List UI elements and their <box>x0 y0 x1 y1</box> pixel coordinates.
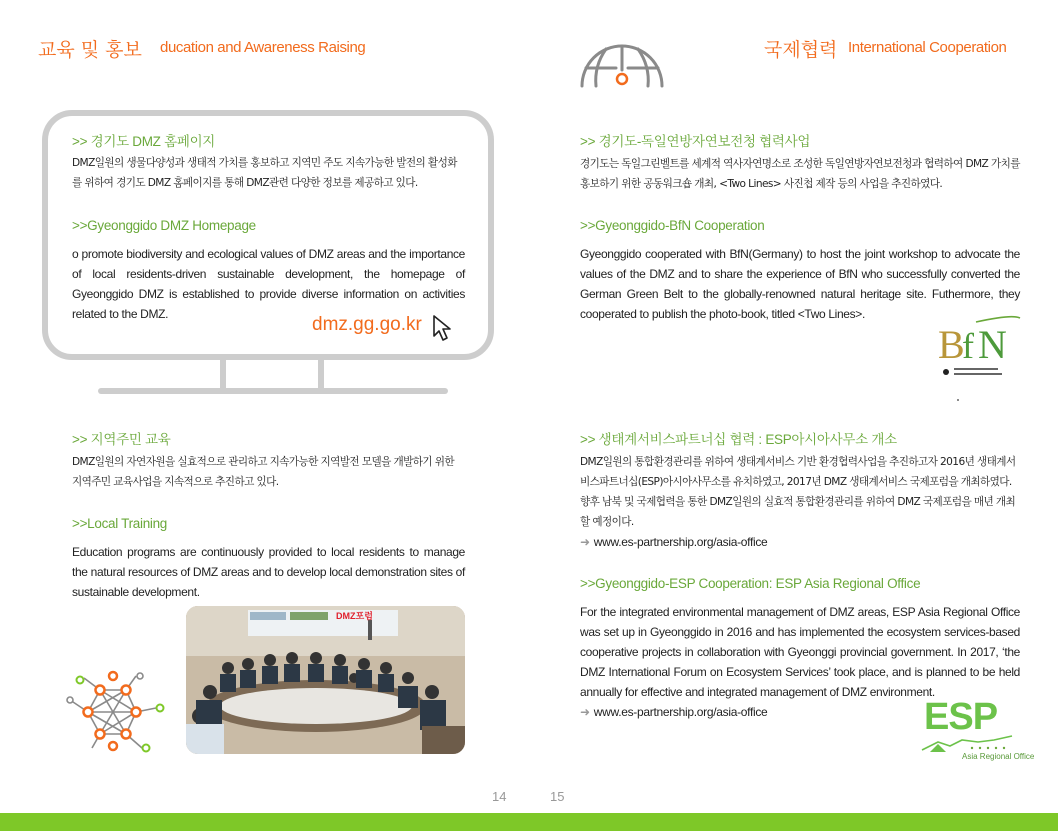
homepage-heading-en: >>Gyeonggido DMZ Homepage <box>72 218 256 233</box>
training-heading-kr: >> 지역주민 교육 <box>72 432 171 447</box>
left-header-kr: 교육 및 홍보 <box>38 39 142 61</box>
left-header-en: ducation and Awareness Raising <box>160 39 366 56</box>
monitor-stand-right <box>318 360 324 390</box>
monitor-base <box>98 388 448 394</box>
esp-link-2[interactable] <box>580 705 767 719</box>
training-body-kr: DMZ일원의 자연자원을 실효적으로 관리하고 지속가능한 지역발전 모델을 개발하기 위한 지역주민 교육사업을 지속적으로 추진하고 있다. <box>72 456 455 488</box>
network-icon <box>64 668 182 754</box>
bfn-heading-kr: >> 경기도-독일연방자연보전청 협력사업 <box>580 134 811 149</box>
esp-logo-subtitle: Asia Regional Office <box>962 752 1035 761</box>
photo-banner-text: DMZ포럼 <box>336 611 373 621</box>
arrow-right-icon: ➜ <box>580 705 590 719</box>
esp-heading-en: >>Gyeonggido-ESP Cooperation: ESP Asia Regional Office <box>580 576 921 591</box>
homepage-body-kr: DMZ일원의 생물다양성과 생태적 가치를 홍보하고 지역민 주도 지속가능한 발전의 활성화를 위하여 경기도 DMZ 홈페이지를 통해 DMZ관련 다양한 정보를 제공하고 있다. <box>72 157 457 189</box>
esp-body-kr: DMZ일원의 통합환경관리를 위하여 생태계서비스 기반 환경협력사업을 추진하고자 2016년 생태계서비스파트너십(ESP)아시아사무소를 유치하였고, 2017년 DMZ 생태계서비스 국제포럼을 개최하였다. 향후 남북 및 국제협력을 통한 DMZ일원의 실효적 통합환경관리를 위하여 DMZ 국제포럼을 매년 개최할 예정이다. <box>580 456 1016 528</box>
homepage-heading-kr: >> 경기도 DMZ 홈페이지 <box>72 134 216 149</box>
training-body-en: Education programs are continuously provided to local residents to manage the natural resources of DMZ areas and to develop local demonstration sites of sustainable development. <box>72 545 465 599</box>
esp-body-en: For the integrated environmental management of DMZ areas, ESP Asia Regional Office was set up in Gyeonggido in 2016 and has implemented the ecosystem services-based cooperative projects in collaboration with Gyeonggi provincial government. In 2017, ‘the DMZ International Forum on Ecosystem Services’ took place, and is planned to be held annually for effective and integrated management of DMZ environment. <box>580 605 1020 699</box>
right-header-en: International Cooperation <box>848 39 1007 56</box>
esp-link-1[interactable] <box>580 535 767 549</box>
bfn-heading-en: >>Gyeonggido-BfN Cooperation <box>580 218 765 233</box>
forum-photo <box>186 606 465 754</box>
esp-link-1-text[interactable]: www.es-partnership.org/asia-office <box>593 535 768 549</box>
arrow-right-icon: ➜ <box>580 535 590 549</box>
footer-bar <box>0 813 1058 831</box>
page-number-right: 15 <box>550 789 565 804</box>
monitor-stand-left <box>220 360 226 390</box>
homepage-body-en: o promote biodiversity and ecological values of DMZ areas and the importance of local residents-driven sustainable development, the homepage of Gyeonggido DMZ is established to provide diverse information on activities related to the DMZ. <box>72 247 465 321</box>
bfn-body-kr: 경기도는 독일그린벨트를 세계적 역사자연명소로 조성한 독일연방자연보전청과 협력하여 DMZ 가치를 홍보하기 위한 공동워크숍 개최, <Two Lines> 사진첩 제작 등의 사업을 추진하였다. <box>580 158 1020 190</box>
svg-text:f: f <box>962 326 974 366</box>
bfn-logo <box>936 312 1022 406</box>
homepage-url-link[interactable]: dmz.gg.go.kr <box>312 314 422 335</box>
right-header-kr: 국제협력 <box>764 39 838 61</box>
svg-text:B: B <box>938 322 965 367</box>
esp-logo <box>920 696 1035 766</box>
esp-link-2-text[interactable]: www.es-partnership.org/asia-office <box>593 705 768 719</box>
bfn-body-en: Gyeonggido cooperated with BfN(Germany) to host the joint workshop to advocate the values of the DMZ and to share the experience of BfN who successfully converted the German Green Belt to the globally-renowned natural heritage site. Futhermore, they cooperated to publish the photo-book, titled <Two Lines>. <box>580 247 1020 321</box>
training-heading-en: >>Local Training <box>72 516 168 531</box>
esp-logo-text: ESP <box>924 696 998 738</box>
cursor-icon <box>430 314 458 344</box>
esp-heading-kr: >> 생태계서비스파트너십 협력 : ESP아시아사무소 개소 <box>580 432 897 447</box>
page-number-left: 14 <box>492 789 507 804</box>
globe-icon <box>576 40 668 90</box>
svg-text:N: N <box>978 322 1007 367</box>
